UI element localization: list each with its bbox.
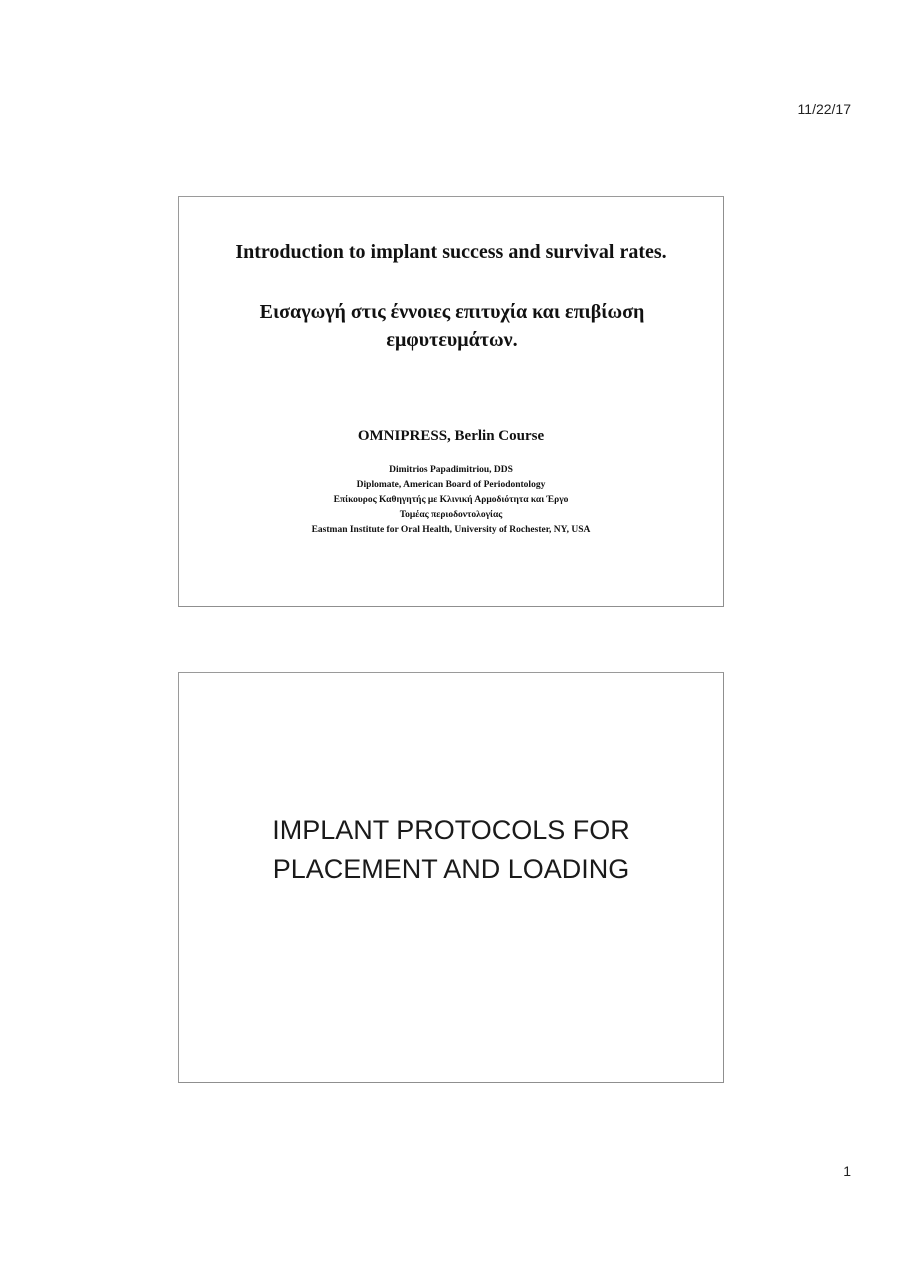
slide-title: Introduction to implant success and survival rates. [235,241,667,263]
slide-title-line: IMPLANT PROTOCOLS FOR [272,815,630,845]
author-department: Τομέας περιοδοντολογίας [399,510,503,520]
page-number: 1 [843,1163,851,1179]
author-name: Dimitrios Papadimitriou, DDS [389,465,513,475]
slide-1 [178,196,724,607]
author-credits [179,463,723,538]
slide-title [179,811,723,889]
author-institution: Eastman Institute for Oral Health, University of Rochester, NY, USA [311,525,591,535]
slide-greek-title [199,298,705,354]
slide-2 [178,672,724,1083]
course-name: OMNIPRESS, Berlin Course [357,428,545,444]
author-credential: Diplomate, American Board of Periodontology [356,480,546,490]
slide-title-line: PLACEMENT AND LOADING [272,854,630,884]
author-position: Επίκουρος Καθηγητής με Κλινική Αρμοδιότητα και Έργο [333,495,569,505]
greek-title-line: εμφυτευμάτων. [386,329,518,351]
header-date: 11/22/17 [797,101,851,117]
greek-title-line: Εισαγωγή στις έννοιες επιτυχία και επιβίωση [259,301,645,323]
